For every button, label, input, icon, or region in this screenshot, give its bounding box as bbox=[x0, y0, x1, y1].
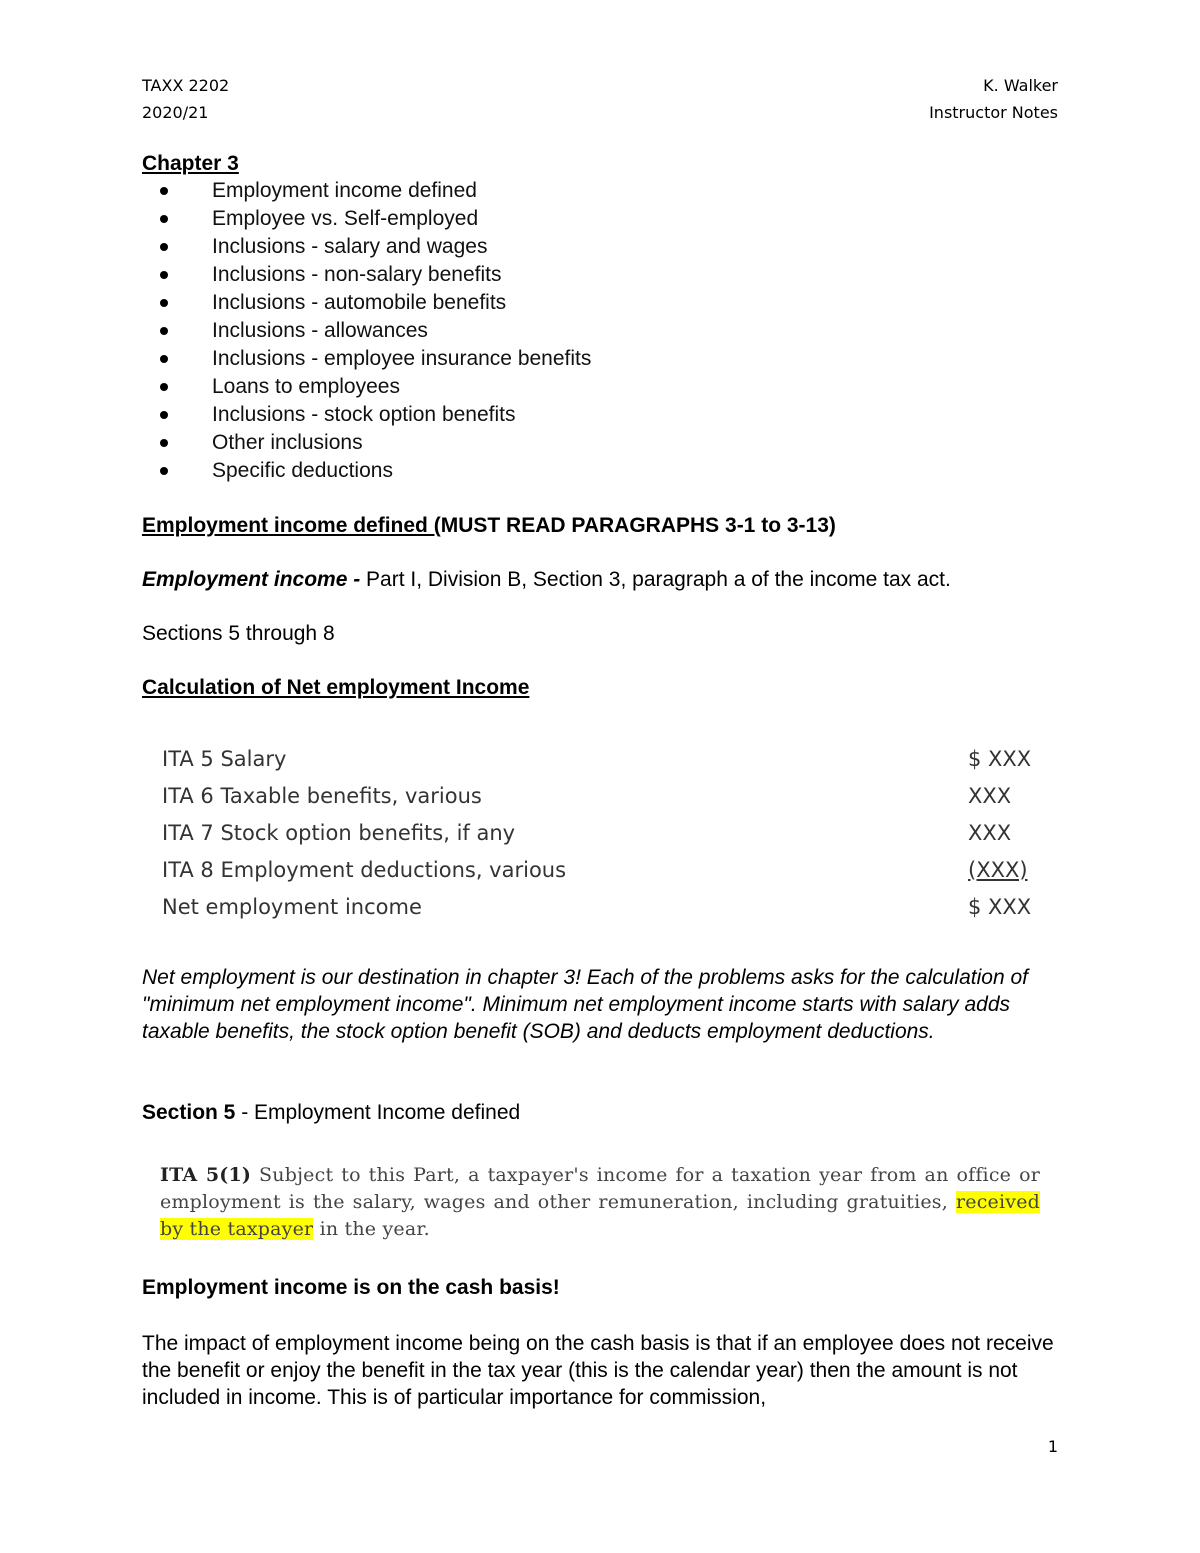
row-amount: $ XXX bbox=[968, 894, 1032, 919]
cash-basis-heading: Employment income is on the cash basis! bbox=[142, 1276, 560, 1299]
bullet-icon bbox=[160, 327, 168, 335]
bullet-icon bbox=[160, 215, 168, 223]
author-name: K. Walker bbox=[983, 76, 1058, 95]
row-label: ITA 7 Stock option benefits, if any bbox=[162, 820, 516, 845]
net-employment-note: Net employment is our destination in chapter 3! Each of the problems asks for the calculation of "minimum net employment income". Minimum net employment income starts with salary adds taxable benefits, the stock option benefit (SOB) and deducts employment deductions. bbox=[142, 966, 1028, 1043]
list-item: Inclusions - non-salary benefits bbox=[142, 261, 842, 289]
row-amount: XXX bbox=[968, 783, 1012, 808]
bullet-icon bbox=[160, 187, 168, 195]
list-item: Inclusions - salary and wages bbox=[142, 233, 842, 261]
section-heading-defined: Employment income defined (MUST READ PARAGRAPHS 3-1 to 3-13) bbox=[142, 514, 836, 537]
row-amount: XXX bbox=[968, 820, 1012, 845]
chapter-title: Chapter 3 bbox=[142, 152, 239, 175]
bullet-icon bbox=[160, 411, 168, 419]
net-income-calculation-table bbox=[162, 740, 1042, 925]
list-item: Inclusions - allowances bbox=[142, 317, 842, 345]
row-label: ITA 5 Salary bbox=[162, 746, 287, 771]
bullet-icon bbox=[160, 383, 168, 391]
section5-line: Section 5 - Employment Income defined bbox=[142, 1101, 521, 1124]
employment-income-definition: Employment income - Part I, Division B, Section 3, paragraph a of the income tax act. bbox=[142, 568, 951, 591]
bullet-icon bbox=[160, 439, 168, 447]
row-amount: (XXX) bbox=[968, 857, 1028, 882]
page-number: 1 bbox=[1047, 1437, 1058, 1456]
list-item: Loans to employees bbox=[142, 373, 842, 401]
calculation-heading: Calculation of Net employment Income bbox=[142, 676, 530, 699]
bullet-icon bbox=[160, 243, 168, 251]
list-item: Inclusions - stock option benefits bbox=[142, 401, 842, 429]
table-row bbox=[162, 777, 1042, 814]
table-row bbox=[162, 888, 1042, 925]
topic-list bbox=[142, 177, 842, 485]
list-item: Inclusions - employee insurance benefits bbox=[142, 345, 842, 373]
table-row bbox=[162, 851, 1042, 888]
table-row bbox=[162, 814, 1042, 851]
bullet-icon bbox=[160, 467, 168, 475]
list-item: Specific deductions bbox=[142, 457, 842, 485]
sections-range: Sections 5 through 8 bbox=[142, 622, 335, 645]
cash-basis-paragraph: The impact of employment income being on the cash basis is that if an employee does not receive the benefit or enjoy the benefit in the tax year (this is the calendar year) then the amount is not included in income. This is of particular importance for commission, bbox=[142, 1332, 1054, 1409]
academic-year: 2020/21 bbox=[142, 103, 209, 122]
row-label: ITA 8 Employment deductions, various bbox=[162, 857, 567, 882]
row-label: ITA 6 Taxable benefits, various bbox=[162, 783, 482, 808]
table-row bbox=[162, 740, 1042, 777]
row-label: Net employment income bbox=[162, 894, 422, 919]
bullet-icon bbox=[160, 299, 168, 307]
course-code: TAXX 2202 bbox=[142, 76, 230, 95]
ita-5-1-quote: ITA 5(1) Subject to this Part, a taxpayer's income for a taxation year from an office or employment is the salary, wages and other remuneration, including gratuities, received by the taxpayer in the year. bbox=[160, 1164, 1040, 1240]
bullet-icon bbox=[160, 355, 168, 363]
list-item: Employee vs. Self-employed bbox=[142, 205, 842, 233]
row-amount: $ XXX bbox=[968, 746, 1032, 771]
list-item: Inclusions - automobile benefits bbox=[142, 289, 842, 317]
highlighted-phrase: received by the taxpayer bbox=[160, 1191, 1040, 1240]
list-item: Employment income defined bbox=[142, 177, 842, 205]
list-item: Other inclusions bbox=[142, 429, 842, 457]
bullet-icon bbox=[160, 271, 168, 279]
document-type: Instructor Notes bbox=[929, 103, 1058, 122]
